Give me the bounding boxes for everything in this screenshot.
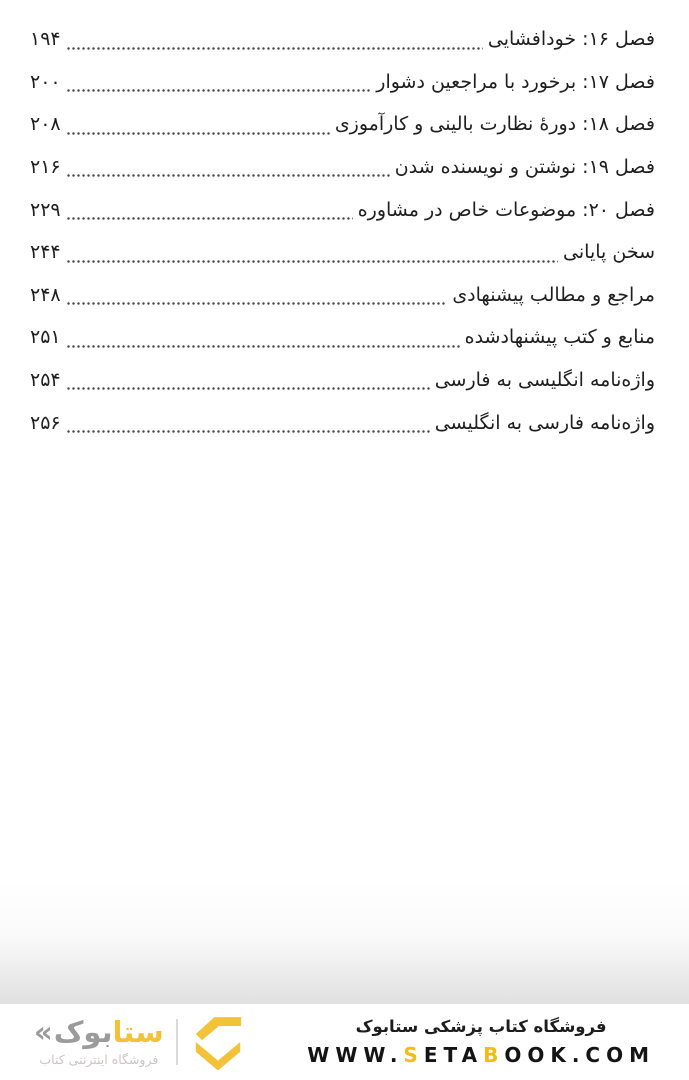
logo-tagline: فروشگاه اینترنتی کتاب xyxy=(39,1051,159,1067)
toc-entry-title: فصل ۱۷: برخورد با مراجعین دشوار xyxy=(376,70,655,93)
table-of-contents xyxy=(0,0,689,444)
logo-divider xyxy=(176,1019,178,1065)
toc-entry-page: ۱۹۴ xyxy=(30,28,61,51)
footer xyxy=(0,1004,689,1080)
dot-leader xyxy=(66,428,430,435)
setabook-logo xyxy=(34,1010,246,1074)
toc-entry-title: واژه‌نامه انگلیسی به فارسی xyxy=(434,369,655,392)
toc-entry-title: فصل ۱۶: خودافشایی xyxy=(487,28,655,51)
dot-leader xyxy=(66,87,372,94)
store-name: فروشگاه کتاب پزشکی ستابوک xyxy=(355,1017,607,1036)
toc-entry-page: ۲۰۸ xyxy=(30,113,61,136)
dot-leader xyxy=(66,300,448,307)
url-segment: OOK.COM xyxy=(504,1043,655,1067)
dot-leader xyxy=(66,385,430,392)
toc-entry xyxy=(30,18,655,61)
dot-leader xyxy=(66,172,390,179)
toc-entry-title: فصل ۲۰: موضوعات خاص در مشاوره xyxy=(357,198,655,221)
logo-chevron-glyph: « xyxy=(34,1014,53,1049)
toc-entry-title: مراجع و مطالب پیشنهادی xyxy=(452,283,655,306)
toc-entry-page: ۲۴۴ xyxy=(30,241,61,264)
toc-entry xyxy=(30,401,655,444)
logo-wordmark xyxy=(34,1014,164,1049)
toc-entry xyxy=(30,103,655,146)
logo-wordmark-block xyxy=(34,1014,164,1067)
toc-entry xyxy=(30,61,655,104)
url-segment: WWW. xyxy=(307,1043,404,1067)
toc-entry-title: سخن پایانی xyxy=(563,241,655,264)
url-accent-letter: B xyxy=(483,1043,505,1067)
toc-entry xyxy=(30,359,655,402)
toc-entry xyxy=(30,316,655,359)
dot-leader xyxy=(66,258,558,265)
dot-leader xyxy=(66,343,460,350)
toc-list xyxy=(30,18,655,444)
dot-leader xyxy=(66,130,330,137)
dot-leader xyxy=(66,45,483,52)
toc-entry-title: واژه‌نامه فارسی به انگلیسی xyxy=(434,411,655,434)
toc-entry-title: فصل ۱۸: دورۀ نظارت بالینی و کارآموزی xyxy=(334,113,655,136)
url-segment: ETA xyxy=(423,1043,484,1067)
toc-entry-page: ۲۱۶ xyxy=(30,156,61,179)
footer-store-info xyxy=(307,1017,655,1067)
toc-entry-page: ۲۵۶ xyxy=(30,411,61,434)
page-bottom-shadow xyxy=(0,878,689,1004)
toc-entry xyxy=(30,274,655,317)
toc-entry-page: ۲۲۹ xyxy=(30,198,61,221)
chevron-emblem-icon xyxy=(190,1010,246,1074)
toc-entry-page: ۲۰۰ xyxy=(30,70,61,93)
toc-entry-title: فصل ۱۹: نوشتن و نویسنده شدن xyxy=(394,156,655,179)
toc-entry xyxy=(30,188,655,231)
toc-entry-title: منابع و کتب پیشنهادشده xyxy=(464,326,655,349)
url-accent-letter: S xyxy=(403,1043,424,1067)
toc-entry xyxy=(30,231,655,274)
dot-leader xyxy=(66,215,353,222)
logo-word-gray: بوک xyxy=(53,1014,113,1049)
toc-entry-page: ۲۵۱ xyxy=(30,326,61,349)
toc-entry xyxy=(30,146,655,189)
toc-entry-page: ۲۵۴ xyxy=(30,369,61,392)
logo-word-yellow: ستا xyxy=(112,1014,164,1049)
site-url xyxy=(307,1043,655,1067)
toc-entry-page: ۲۴۸ xyxy=(30,283,61,306)
